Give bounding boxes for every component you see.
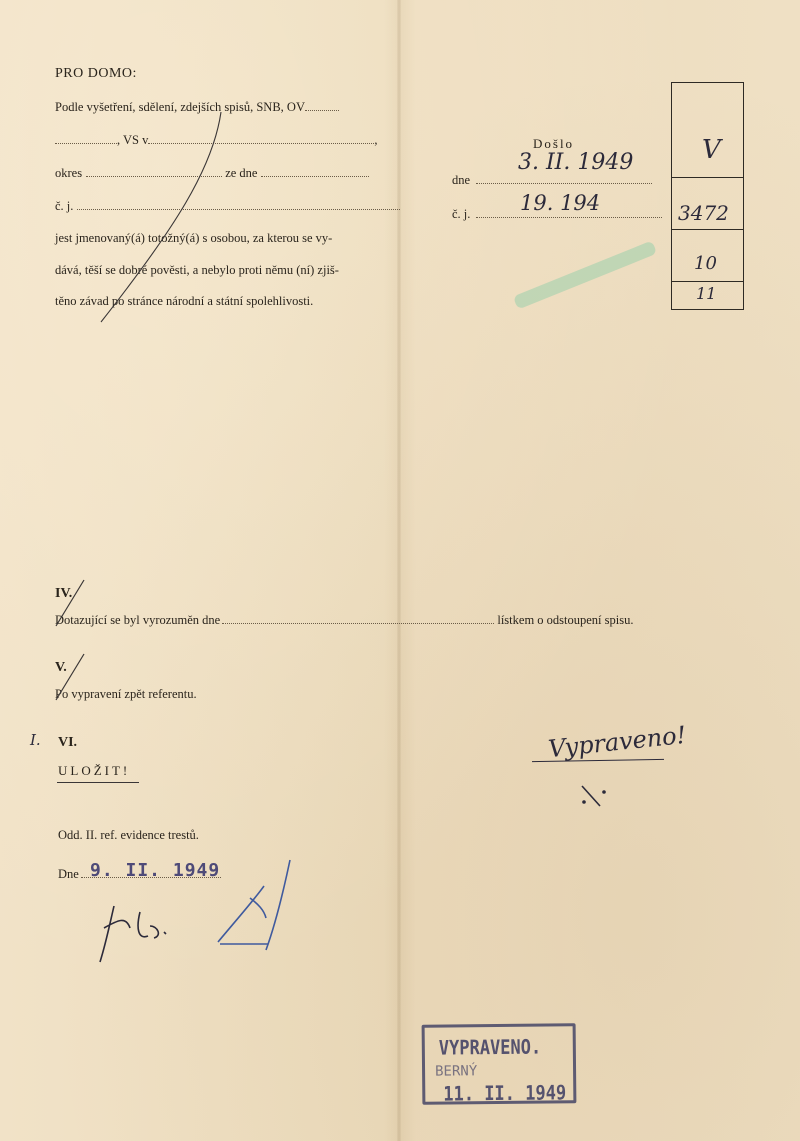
doslo-date-handwritten: 3. II. 1949 [518, 150, 634, 175]
footer-date-stamp: 9. II. 1949 [90, 860, 221, 881]
ze-dne-label: ze dne [225, 166, 258, 180]
section-iv-suffix: lístkem o odstoupení spisu. [497, 613, 634, 627]
box-divider [672, 281, 743, 282]
pro-domo-heading: PRO DOMO: [55, 66, 137, 81]
doslo-cj-label: č. j. [452, 207, 471, 221]
section-vi-text: ULOŽIT! [58, 763, 131, 778]
okres-label: okres [55, 166, 83, 180]
section-iv-number: IV. [55, 586, 73, 601]
doslo-heading: Došlo [533, 136, 575, 151]
body-line-2: dává, těší se dobré pověsti, a nebylo proti němu (ní) zjiš- [55, 263, 339, 277]
page-fold [397, 0, 401, 1141]
line-2-comma: , [374, 133, 378, 147]
section-vi-underline [57, 782, 139, 783]
cancel-stroke-mark [95, 108, 225, 328]
fill-dots [305, 100, 339, 111]
fill-dots [261, 166, 369, 177]
section-vi-number: VI. [58, 735, 78, 750]
box-cell-3-value: 10 [694, 253, 717, 274]
doslo-dne-line [452, 173, 652, 187]
signature-scribble-mark [208, 858, 298, 958]
section-iv-line [55, 613, 633, 627]
signature-initials-mark [92, 898, 182, 968]
section-v-text: Po vypravení zpět referentu. [55, 687, 197, 701]
faint-stamp-smudge [513, 240, 657, 309]
stamp-line-1: VYPRAVENO. [438, 1034, 542, 1060]
section-v-strike-mark [50, 652, 90, 704]
box-divider [672, 177, 743, 178]
registry-box [671, 82, 744, 310]
vypraveno-stamp [422, 1023, 577, 1105]
section-vi-handwritten-prefix: I. [30, 731, 41, 749]
handwritten-vypraveno-note: Vypraveno! [546, 720, 688, 764]
handwritten-check-mark [578, 782, 612, 810]
box-cell-4-value: 11 [696, 284, 717, 303]
section-iv-strike-mark [50, 578, 90, 630]
box-cell-1-value: V [702, 135, 721, 165]
footer-dept: Odd. II. ref. evidence trestů. [58, 828, 199, 842]
body-line-1: jest jmenovaný(á) totožný(á) s osobou, za kterou se vy- [55, 231, 333, 245]
section-v-number: V. [55, 660, 67, 675]
fill-dots [222, 613, 494, 624]
section-iv-text: Dotazující se byl vyrozuměn dne [55, 613, 221, 627]
vs-label: , VS v [117, 133, 149, 147]
pro-domo-line-1-text: Podle vyšetření, sdělení, zdejších spisů, SNB, OV [55, 100, 305, 114]
doslo-dne-label: dne [452, 173, 471, 187]
footer-dne-label: Dne [58, 867, 79, 881]
doslo-cj-handwritten: 19. 194 [520, 191, 601, 215]
box-divider [672, 229, 743, 230]
stamp-line-3: 11. II. 1949 [443, 1080, 567, 1106]
box-cell-2-value: 3472 [678, 201, 729, 225]
body-line-3: těno závad po stránce národní a státní spolehlivosti. [55, 294, 314, 308]
cj-label: č. j. [55, 199, 74, 213]
stamp-line-2: BERNÝ [434, 1063, 478, 1080]
